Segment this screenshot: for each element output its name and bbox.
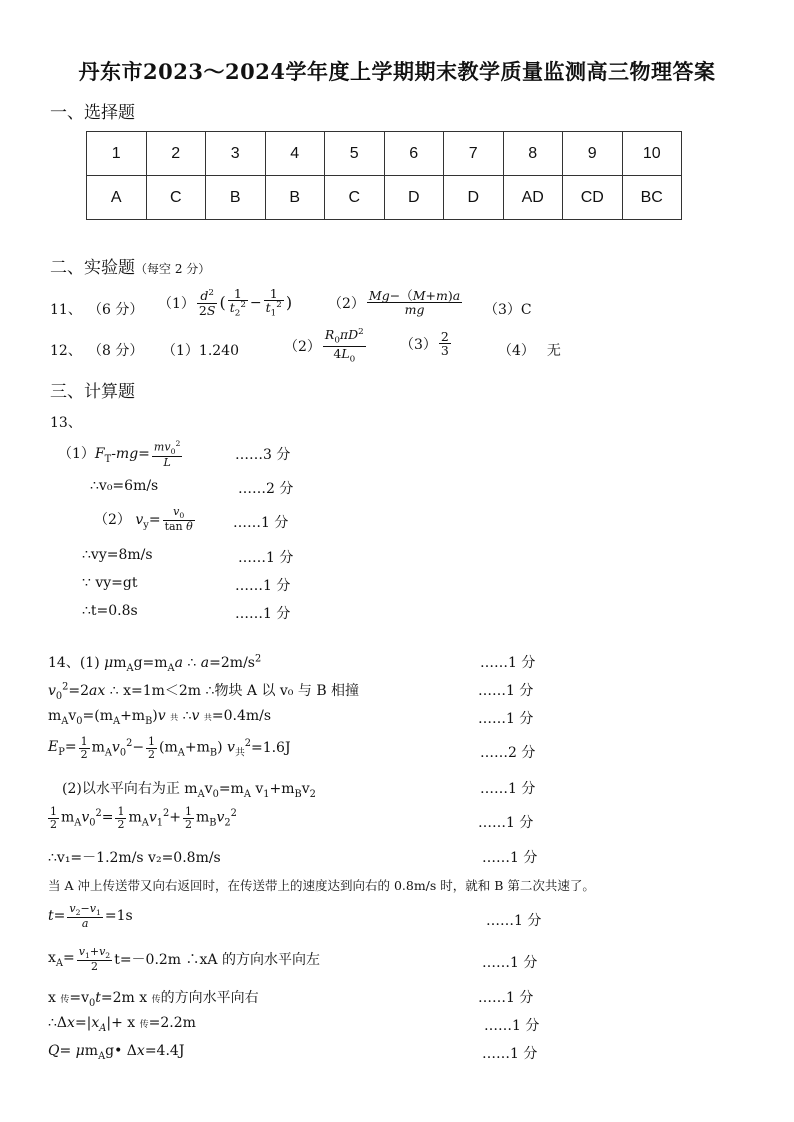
table-cell: AD <box>503 176 563 220</box>
q14-step-11: $\therefore\Delta x=|x_A|+ x$ 传=2.2m <box>48 1015 196 1034</box>
q14-step-6: $\frac{1}{2}$ $m_Av_0^2=$ $\frac{1}{2}$ $m_Av_1^2+$ $\frac{1}{2}$ $m_Bv_2^2$ <box>50 805 237 831</box>
table-cell: 8 <box>503 132 563 176</box>
score-mark: ……1 分 <box>480 781 536 797</box>
score-mark: ……2 分 <box>480 745 536 761</box>
table-cell: 3 <box>206 132 266 176</box>
table-cell: D <box>444 176 504 220</box>
q14-step-1: 14、(1) $\mu m_Ag=m_Aa$ ∴ $a=2m/s^2$ <box>48 653 262 674</box>
q14-step-2: $v_0^2=2ax$ ∴ x=1m＜2m ∴物块 A 以 v₀ 与 B 相撞 <box>48 681 360 702</box>
q13-step-2: ∴v₀=6m/s <box>90 478 159 494</box>
section-calculation-heading: 三、计算题 <box>50 382 135 402</box>
q14-step-5: (2)以水平向右为正 $m_Av_0=m_A$ $v_1+m_Bv_2$ <box>62 781 316 800</box>
table-cell: 2 <box>146 132 206 176</box>
page-title: 丹东市2023～2024学年度上学期期末教学质量监测高三物理答案 <box>78 59 716 84</box>
q14-step-7: ∴v₁=－1.2m/s v₂=0.8m/s <box>48 850 221 866</box>
q11-score: （6 分） <box>88 302 144 318</box>
score-mark: ……1 分 <box>486 913 542 929</box>
q14-step-4: $E_P=$ $\frac{1}{2}$ $m_Av_0^2-$ $\frac{1}{2}$ $(m_A+m_B)$ $v_共^2$ =1.6J <box>48 735 291 761</box>
table-cell: 9 <box>563 132 623 176</box>
score-mark: ……1 分 <box>484 1018 540 1034</box>
q12-answer-3: （3） $\frac{2}{3}$ <box>400 329 449 359</box>
table-cell: A <box>87 176 147 220</box>
score-mark: ……1 分 <box>235 606 291 622</box>
table-cell: 10 <box>622 132 682 176</box>
section-choice-heading: 一、选择题 <box>50 103 135 123</box>
q14-step-8: t= $\frac{v_2-v_1}{a}$ =1s <box>48 902 133 931</box>
table-cell: CD <box>563 176 623 220</box>
score-mark: ……1 分 <box>478 815 534 831</box>
score-mark: ……1 分 <box>478 711 534 727</box>
table-cell: B <box>206 176 266 220</box>
q12-score: （8 分） <box>88 343 144 359</box>
q14-step-12: $Q= \mu m_Ag•$ Δx=4.4J <box>48 1043 185 1062</box>
table-row-answers <box>87 176 682 220</box>
score-mark: ……1 分 <box>478 990 534 1006</box>
q13-step-4: ∴vy=8m/s <box>82 547 153 563</box>
q14-step-3: $m_Av_0=(m_A+m_B)v$ 共 ∴v 共=0.4m/s <box>48 708 272 727</box>
table-cell: 5 <box>325 132 385 176</box>
q12-answer-4: （4） 无 <box>498 343 561 359</box>
table-cell: 7 <box>444 132 504 176</box>
table-cell: C <box>146 176 206 220</box>
q11-answer-2: （2） $\frac{Mg-(M+m)a}{mg}$ <box>328 288 461 318</box>
score-mark: ……3 分 <box>235 447 291 463</box>
score-mark: ……2 分 <box>238 481 294 497</box>
score-mark: ……1 分 <box>482 955 538 971</box>
q11-answer-1: （1） $\frac{d^2}{2S}$ ( $\frac{1}{t_2^2}$ − $\frac{1}{t_1^2}$ ) <box>158 286 293 319</box>
score-mark: ……1 分 <box>482 1046 538 1062</box>
q11-answer-3: （3）C <box>484 302 532 318</box>
table-row-numbers <box>87 132 682 176</box>
score-mark: ……1 分 <box>233 515 289 531</box>
choice-answer-table <box>86 131 682 220</box>
q14-step-9: $x_A=$ $\frac{v_1+v_2}{2}$ t=－0.2m ∴xA 的方向水平向左 <box>48 945 320 974</box>
score-mark: ……1 分 <box>235 578 291 594</box>
table-cell: D <box>384 176 444 220</box>
score-mark: ……1 分 <box>480 655 536 671</box>
table-cell: B <box>265 176 325 220</box>
section-experiment-heading: 二、实验题（每空 2 分） <box>50 258 211 278</box>
q13-label: 13、 <box>50 415 82 431</box>
score-mark: ……1 分 <box>482 850 538 866</box>
q13-step-5: ∵ vy=gt <box>82 575 138 591</box>
q12-label: 12、 <box>50 343 82 359</box>
q12-answer-2: （2） $\frac{R_0\pi D^2}{4L_0}$ <box>284 327 364 365</box>
q14-step-10: x 传$=v_0t=2m$ x 传的方向水平向右 <box>48 990 259 1009</box>
q13-step-1: $(1)F_T-mg=$ $\frac{mv_0^2}{L}$ <box>58 439 181 469</box>
q14-note: 当 A 冲上传送带又向右返回时，在传送带上的速度达到向右的 0.8m/s 时，就和 B 第二次共速了。 <box>48 878 595 893</box>
q12-answer-1: （1）1.240 <box>162 343 239 359</box>
score-mark: ……1 分 <box>478 683 534 699</box>
q11-label: 11、 <box>50 302 82 318</box>
table-cell: C <box>325 176 385 220</box>
table-cell: 4 <box>265 132 325 176</box>
table-cell: 6 <box>384 132 444 176</box>
table-cell: 1 <box>87 132 147 176</box>
q13-step-6: ∴t=0.8s <box>82 603 138 619</box>
q13-step-3: （2） $v_y=$ $\frac{v_0}{\text{tan θ}}$ <box>94 505 193 534</box>
table-cell: BC <box>622 176 682 220</box>
score-mark: ……1 分 <box>238 550 294 566</box>
